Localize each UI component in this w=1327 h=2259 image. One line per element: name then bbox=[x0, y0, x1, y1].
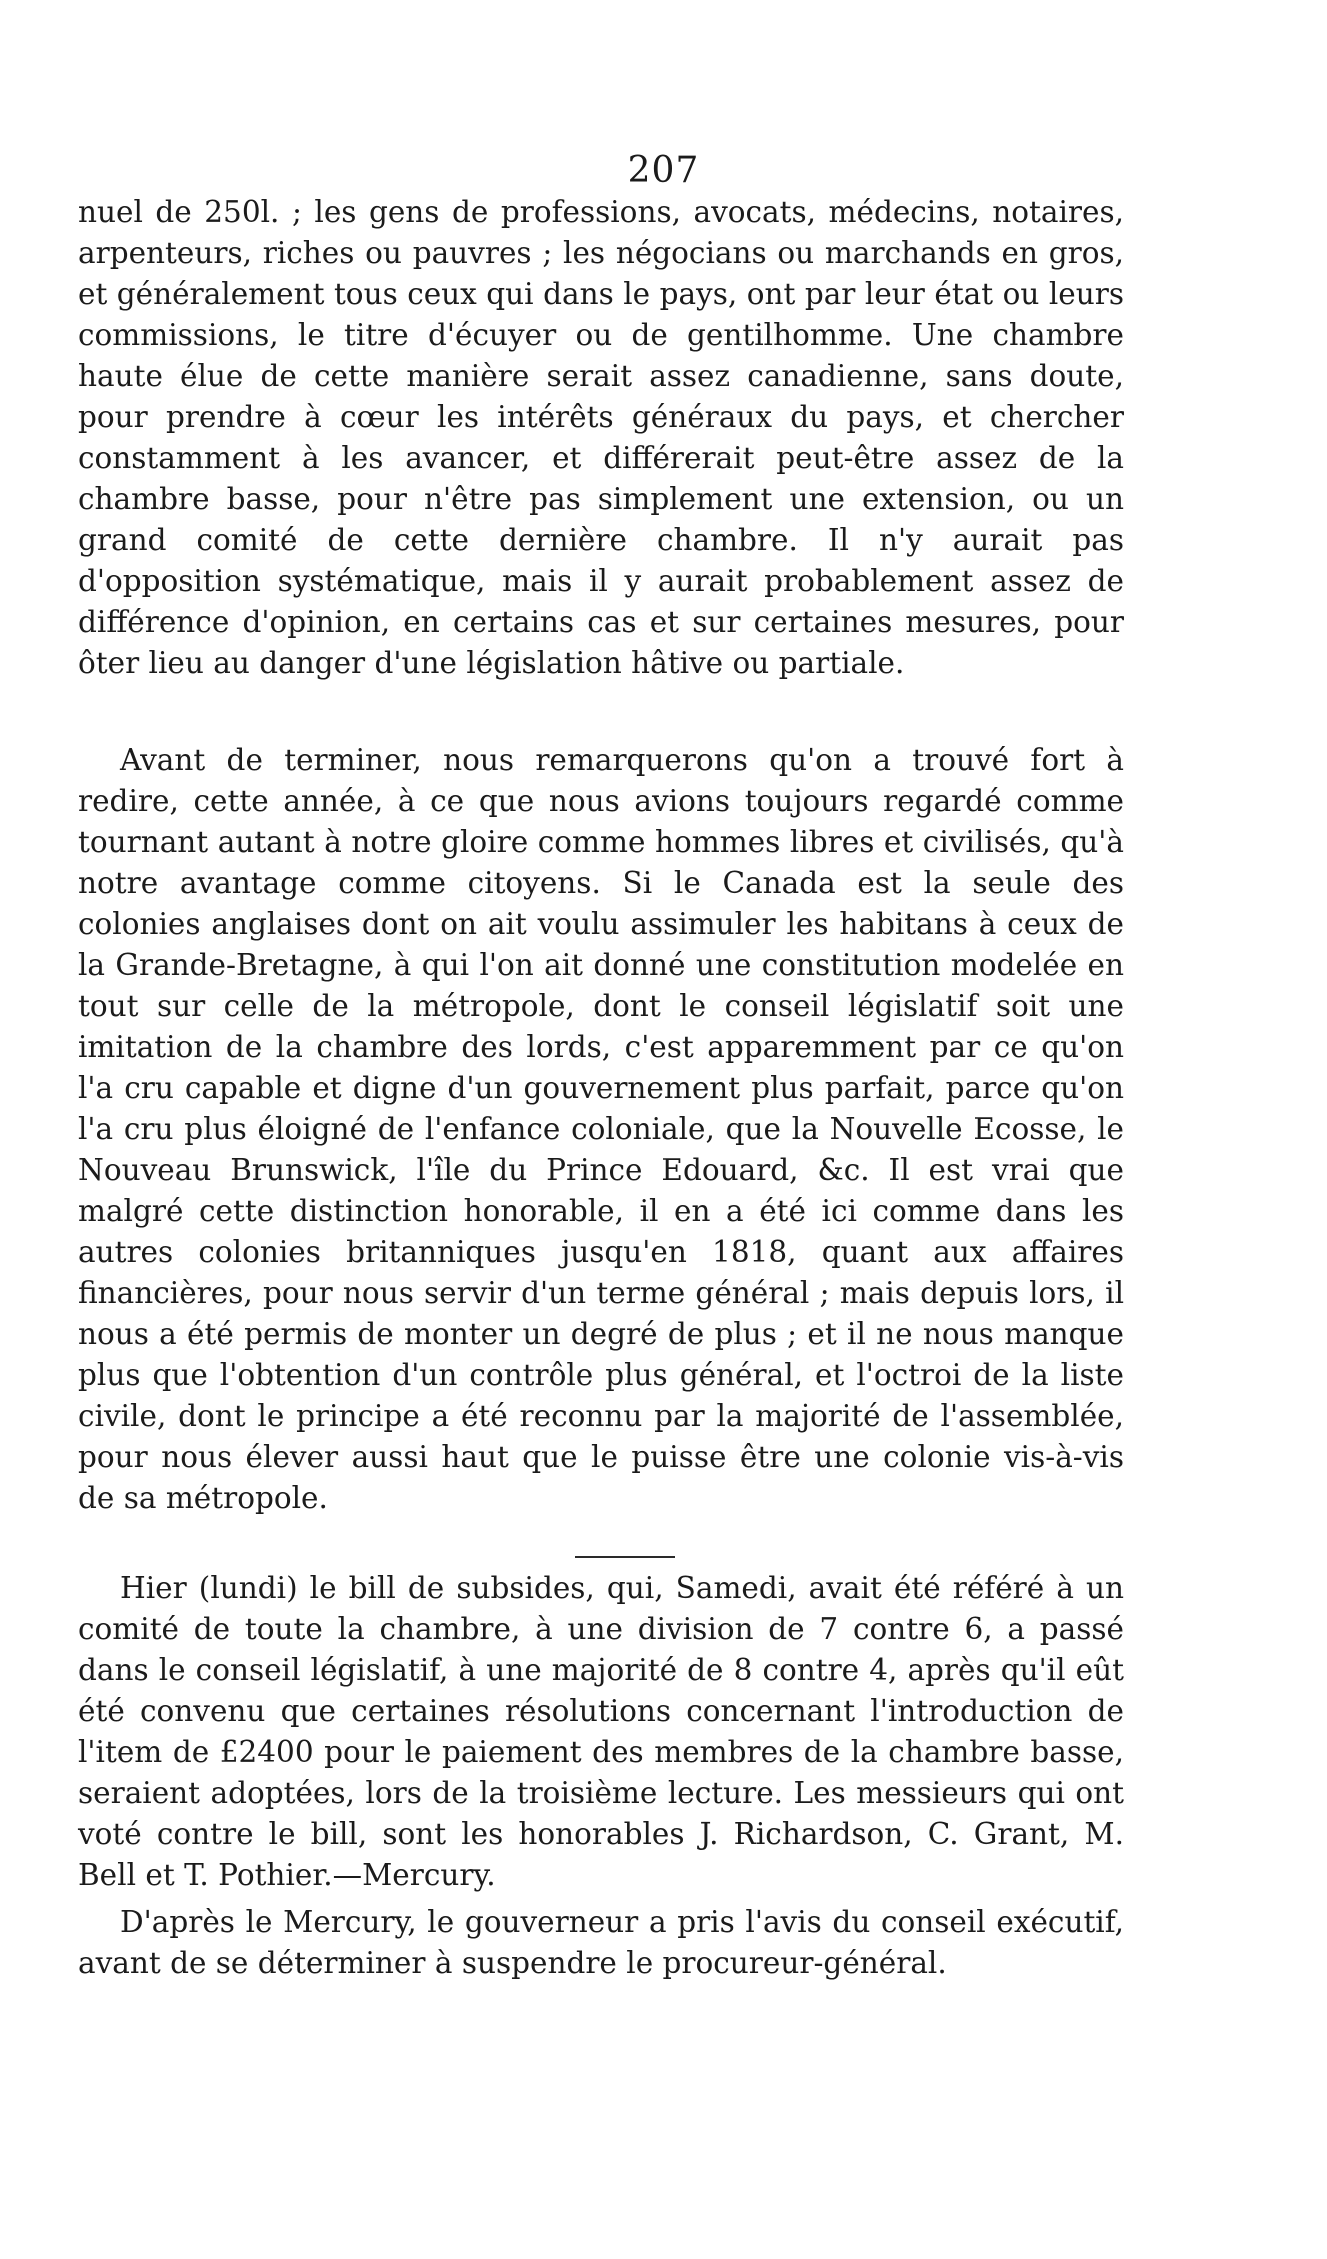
section-divider bbox=[575, 1556, 675, 1558]
page-number: 207 bbox=[627, 150, 700, 191]
paragraph-bill-de-subsides: Hier (lundi) le bill de subsides, qui, Samedi, avait été référé à un comité de toute la chambre, à une division de 7 contre 6, a passé dans le conseil législatif, à une majorité de 8 contre 4, après qu'il eût été convenu que certaines résolutions concernant l'introduction de l'item de £2400 pour le paiement des membres de la chambre basse, seraient adoptées, lors de la troisième lecture. Les messieurs qui ont voté contre le bill, sont les honorables J. Richardson, C. Grant, M. Bell et T. Pothier.—Mercury. bbox=[78, 1571, 1124, 1892]
paragraph-mercury-gouverneur: D'après le Mercury, le gouverneur a pris l'avis du conseil exécutif, avant de se déterminer à suspendre le procureur-général. bbox=[78, 1905, 1124, 1980]
paragraph-avant-de-terminer: Avant de terminer, nous remarquerons qu'on a trouvé fort à redire, cette année, à ce que nous avions toujours regardé comme tournant autant à notre gloire comme hommes libres et civilisés, qu'à notre avantage comme citoyens. Si le Canada est la seule des colonies anglaises dont on ait voulu assimuler les habitans à ceux de la Grande-Bretagne, à qui l'on ait donné une constitution modelée en tout sur celle de la métropole, dont le conseil législatif soit une imitation de la chambre des lords, c'est apparemment par ce qu'on l'a cru capable et digne d'un gouvernement plus parfait, parce qu'on l'a cru plus éloigné de l'enfance coloniale, que la Nouvelle Ecosse, le Nouveau Brunswick, l'île du Prince Edouard, &c. Il est vrai que malgré cette distinction honorable, il en a été ici comme dans les autres colonies britanniques jusqu'en 1818, quant aux affaires financières, pour nous servir d'un terme général ; mais depuis lors, il nous a été permis de monter un degré de plus ; et il ne nous manque plus que l'obtention d'un contrôle plus général, et l'octroi de la liste civile, dont le principe a été reconnu par la majorité de l'assemblée, pour nous élever aussi haut que le puisse être une colonie vis-à-vis de sa métropole. bbox=[78, 743, 1124, 1515]
paragraph-chambre-haute: nuel de 250l. ; les gens de professions, avocats, médecins, notaires, arpenteurs, riches ou pauvres ; les négocians ou marchands en gros, et généralement tous ceux qui dans le pays, ont par leur état ou leurs commissions, le titre d'écuyer ou de gentilhomme. Une chambre haute élue de cette manière serait assez canadienne, sans doute, pour prendre à cœur les intérêts généraux du pays, et chercher constamment à les avancer, et différerait peut-être assez de la chambre basse, pour n'être pas simplement une extension, ou un grand comité de cette dernière chambre. Il n'y aurait pas d'opposition systématique, mais il y aurait probablement assez de différence d'opinion, en certains cas et sur certaines mesures, pour ôter lieu au danger d'une législation hâtive ou partiale. bbox=[78, 195, 1124, 680]
